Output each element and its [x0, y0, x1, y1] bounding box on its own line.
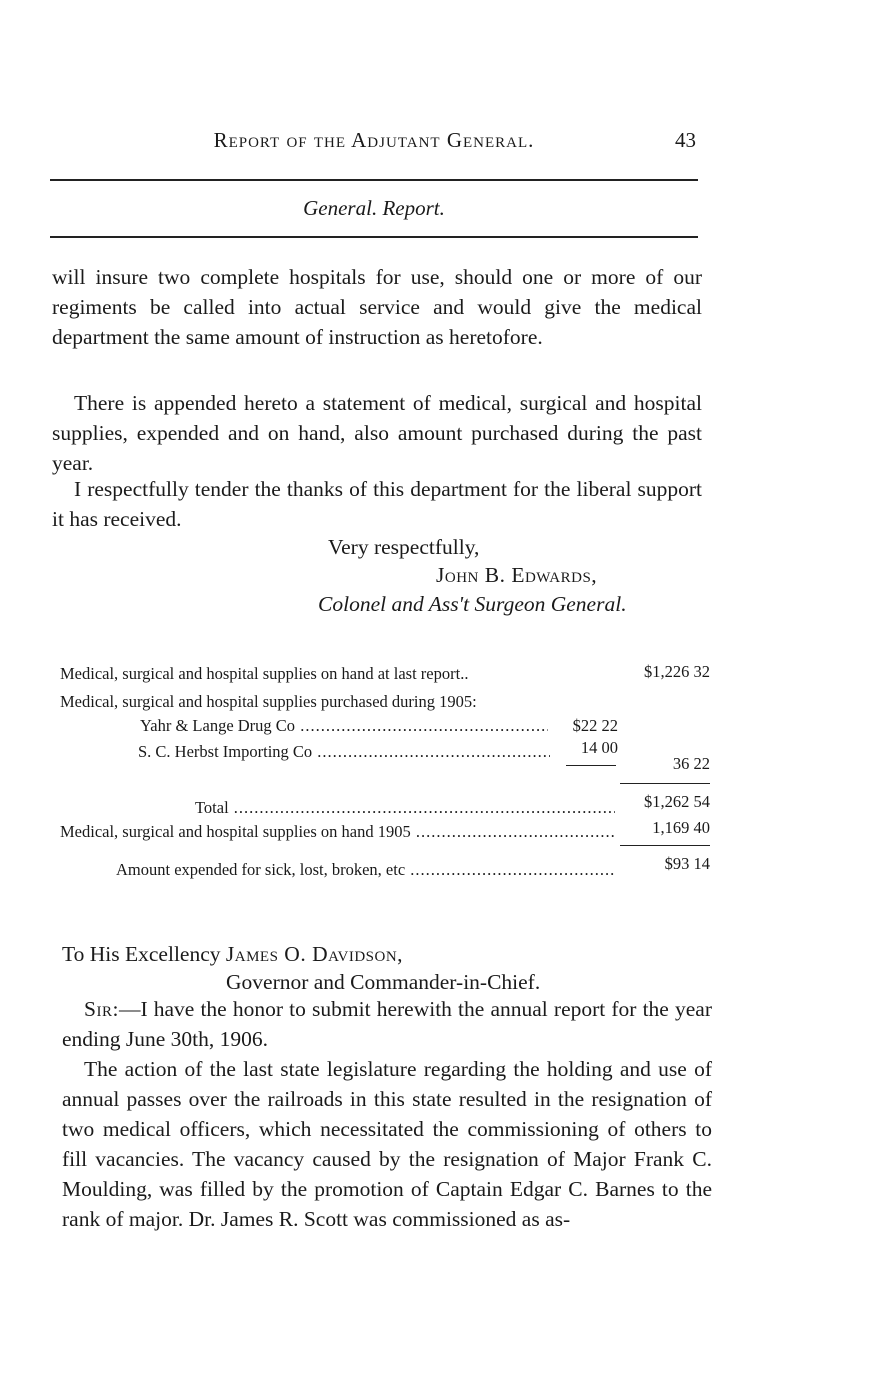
- body-paragraph-3: I respectfully tender the thanks of this department for the liberal support it has received.: [52, 477, 702, 531]
- section-title: General. Report.: [303, 196, 445, 220]
- statement-row-amount: $1,262 54: [644, 792, 710, 811]
- letter-closing: Very respectfully,: [328, 535, 480, 559]
- statement-row-label: S. C. Herbst Importing Co .....: [138, 742, 550, 762]
- difference-rule: [620, 845, 710, 846]
- signature-name: John B. Edwards,: [436, 563, 598, 587]
- statement-sub-amount: $22 22: [572, 716, 618, 735]
- salutation-prefix: To His Excellency: [62, 942, 221, 966]
- statement-row-label: Yahr & Lange Drug Co .....: [140, 716, 548, 736]
- addressee-line: [62, 942, 403, 967]
- statement-row-label: Amount expended for sick, lost, broken, etc .....: [116, 860, 616, 880]
- sub-total-rule: [566, 765, 616, 766]
- salutation-sir: Sir:: [84, 997, 119, 1021]
- statement-row-amount: 36 22: [672, 754, 710, 773]
- body-paragraph-1: will insure two complete hospitals for use, should one or more of our regiments be called into actual service and would give the medical department the same amount of instruction as heretofore.: [52, 265, 702, 349]
- addressee-title: Governor and Commander-in-Chief.: [226, 970, 541, 994]
- total-rule: [620, 783, 710, 784]
- statement-row-label: Medical, surgical and hospital supplies on hand 1905 .....: [60, 822, 615, 842]
- page-number: 43: [675, 128, 696, 152]
- statement-row-label: Medical, surgical and hospital supplies on hand at last report..: [60, 664, 469, 683]
- running-title: Report of the Adjutant General.: [213, 128, 535, 152]
- statement-sub-amount: 14 00: [580, 738, 618, 757]
- addressee-name: James O. Davidson,: [225, 942, 404, 966]
- signature-title: Colonel and Ass't Surgeon General.: [318, 592, 627, 616]
- report-paragraph-1: [62, 994, 712, 1054]
- statement-row-label: Total .....: [195, 798, 615, 818]
- report-paragraph-1-text: —I have the honor to submit herewith the annual report for the year ending June 30th, 1906.: [62, 997, 712, 1051]
- body-paragraph-2: There is appended hereto a statement of medical, surgical and hospital supplies, expended and on hand, also amount purchased during the past year.: [52, 391, 702, 475]
- statement-row-amount: $93 14: [664, 854, 710, 873]
- report-paragraph-2: The action of the last state legislature regarding the holding and use of annual passes over the railroads in this state resulted in the resignation of two medical officers, which necessitated the commissioning of others to fill vacancies. The vacancy caused by the resignation of Major Frank C. Moulding, was filled by the promotion of Captain Edgar C. Barnes to the rank of major. Dr. James R. Scott was commissioned as as-: [62, 1057, 712, 1231]
- statement-row-amount: 1,169 40: [652, 818, 710, 837]
- statement-row-amount: $1,226 32: [644, 662, 710, 681]
- statement-row-label: Medical, surgical and hospital supplies purchased during 1905:: [60, 692, 477, 711]
